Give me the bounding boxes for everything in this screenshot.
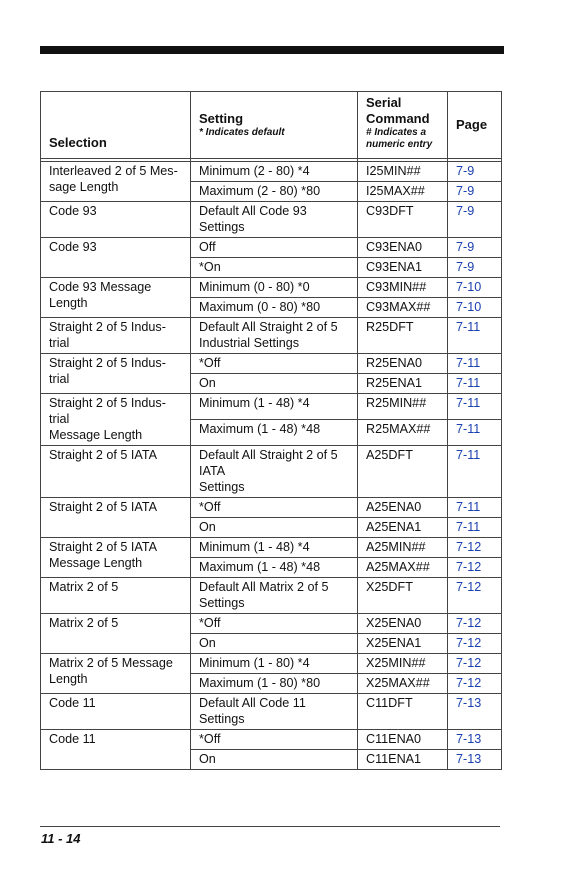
serial-command-cell: A25MIN## bbox=[358, 538, 448, 558]
cell-text-line: *Off bbox=[199, 616, 221, 630]
cell-text-line: Default All Code 11 bbox=[199, 696, 306, 710]
serial-command-cell: C11ENA1 bbox=[358, 750, 448, 770]
cell-text-line: Maximum (1 - 80) *80 bbox=[199, 676, 321, 690]
serial-command-cell: C11DFT bbox=[358, 694, 448, 730]
setting-cell bbox=[191, 694, 358, 730]
page-reference-link[interactable]: 7-12 bbox=[448, 578, 502, 614]
selection-cell bbox=[41, 614, 191, 654]
table-row bbox=[41, 614, 502, 634]
setting-cell bbox=[191, 182, 358, 202]
cell-text-line: trial bbox=[49, 336, 70, 350]
table-row bbox=[41, 694, 502, 730]
cell-text-line: Straight 2 of 5 Indus- bbox=[49, 356, 166, 370]
table-row bbox=[41, 318, 502, 354]
selection-cell bbox=[41, 578, 191, 614]
setting-cell bbox=[191, 278, 358, 298]
cell-text-line: Default All Straight 2 of 5 bbox=[199, 448, 338, 462]
selection-cell bbox=[41, 538, 191, 578]
page-reference-link[interactable]: 7-11 bbox=[448, 446, 502, 498]
table-row bbox=[41, 354, 502, 374]
header-selection: Selection bbox=[41, 92, 191, 159]
table-body bbox=[41, 159, 502, 770]
cell-text-line: *Off bbox=[199, 500, 221, 514]
cell-text-line: Straight 2 of 5 IATA bbox=[49, 448, 158, 462]
cell-text-line: Code 11 bbox=[49, 696, 96, 710]
selection-cell bbox=[41, 694, 191, 730]
cell-text-line: On bbox=[199, 376, 216, 390]
serial-command-table bbox=[40, 91, 502, 770]
selection-cell bbox=[41, 654, 191, 694]
serial-command-cell: R25ENA0 bbox=[358, 354, 448, 374]
setting-cell bbox=[191, 730, 358, 750]
cell-text-line: On bbox=[199, 636, 216, 650]
table-row bbox=[41, 578, 502, 614]
cell-text-line: Matrix 2 of 5 bbox=[49, 580, 119, 594]
serial-command-cell: C93DFT bbox=[358, 202, 448, 238]
page-reference-link[interactable]: 7-12 bbox=[448, 558, 502, 578]
page-reference-link[interactable]: 7-12 bbox=[448, 634, 502, 654]
serial-command-cell: C93ENA1 bbox=[358, 258, 448, 278]
cell-text-line: Matrix 2 of 5 bbox=[49, 616, 119, 630]
setting-cell bbox=[191, 162, 358, 182]
selection-cell bbox=[41, 162, 191, 202]
bottom-rule bbox=[40, 826, 500, 827]
serial-command-cell: R25DFT bbox=[358, 318, 448, 354]
page-reference-link[interactable]: 7-11 bbox=[448, 498, 502, 518]
setting-cell bbox=[191, 654, 358, 674]
serial-command-cell: X25DFT bbox=[358, 578, 448, 614]
serial-command-cell: C93MAX## bbox=[358, 298, 448, 318]
table-row bbox=[41, 538, 502, 558]
setting-cell bbox=[191, 202, 358, 238]
cell-text-line: On bbox=[199, 520, 216, 534]
page-reference-link[interactable]: 7-11 bbox=[448, 318, 502, 354]
selection-cell bbox=[41, 498, 191, 538]
selection-cell bbox=[41, 318, 191, 354]
setting-cell bbox=[191, 558, 358, 578]
cell-text-line: On bbox=[199, 752, 216, 766]
table-row bbox=[41, 238, 502, 258]
cell-text-line: trial bbox=[49, 372, 70, 386]
setting-cell bbox=[191, 258, 358, 278]
cell-text-line: Maximum (0 - 80) *80 bbox=[199, 300, 321, 314]
page-reference-link[interactable]: 7-9 bbox=[448, 202, 502, 238]
cell-text-line: Matrix 2 of 5 Message bbox=[49, 656, 173, 670]
setting-cell bbox=[191, 318, 358, 354]
serial-command-cell: X25ENA0 bbox=[358, 614, 448, 634]
serial-command-cell: R25MIN## bbox=[358, 394, 448, 420]
cell-text-line: Length bbox=[49, 296, 88, 310]
setting-cell bbox=[191, 578, 358, 614]
selection-cell bbox=[41, 278, 191, 318]
table-header-row bbox=[41, 92, 502, 159]
header-command-note: # Indicates a bbox=[366, 127, 427, 138]
page-reference-link[interactable]: 7-12 bbox=[448, 674, 502, 694]
table-row bbox=[41, 446, 502, 498]
serial-command-cell: X25ENA1 bbox=[358, 634, 448, 654]
cell-text-line: *Off bbox=[199, 732, 221, 746]
page-reference-link[interactable]: 7-9 bbox=[448, 162, 502, 182]
serial-command-cell: C11ENA0 bbox=[358, 730, 448, 750]
cell-text-line: Minimum (0 - 80) *0 bbox=[199, 280, 310, 294]
setting-cell bbox=[191, 674, 358, 694]
page-reference-link[interactable]: 7-11 bbox=[448, 394, 502, 420]
page-reference-link[interactable]: 7-11 bbox=[448, 354, 502, 374]
setting-cell bbox=[191, 374, 358, 394]
cell-text-line: Settings bbox=[199, 596, 245, 610]
table-row bbox=[41, 730, 502, 750]
table-row bbox=[41, 202, 502, 238]
cell-text-line: *Off bbox=[199, 356, 221, 370]
setting-cell bbox=[191, 634, 358, 654]
setting-cell bbox=[191, 298, 358, 318]
selection-cell bbox=[41, 446, 191, 498]
setting-cell bbox=[191, 614, 358, 634]
serial-command-cell: X25MIN## bbox=[358, 654, 448, 674]
cell-text-line: Message Length bbox=[49, 428, 143, 442]
cell-text-line: Settings bbox=[199, 712, 245, 726]
table-row bbox=[41, 278, 502, 298]
cell-text-line: Minimum (1 - 48) *4 bbox=[199, 540, 310, 554]
cell-text-line: trial bbox=[49, 412, 70, 426]
setting-cell bbox=[191, 498, 358, 518]
cell-text-line: Settings bbox=[199, 480, 245, 494]
page-reference-link[interactable]: 7-12 bbox=[448, 538, 502, 558]
page-reference-link[interactable]: 7-13 bbox=[448, 694, 502, 730]
serial-command-cell: C93ENA0 bbox=[358, 238, 448, 258]
setting-cell bbox=[191, 518, 358, 538]
cell-text-line: Straight 2 of 5 IATA bbox=[49, 500, 158, 514]
cell-text-line: sage Length bbox=[49, 180, 119, 194]
cell-text-line: Off bbox=[199, 240, 216, 254]
serial-command-cell: A25DFT bbox=[358, 446, 448, 498]
serial-command-cell: A25MAX## bbox=[358, 558, 448, 578]
table-row bbox=[41, 394, 502, 420]
cell-text-line: Length bbox=[49, 672, 88, 686]
cell-text-line: Maximum (1 - 48) *48 bbox=[199, 560, 321, 574]
cell-text-line: Minimum (1 - 80) *4 bbox=[199, 656, 310, 670]
serial-command-cell: I25MAX## bbox=[358, 182, 448, 202]
setting-cell bbox=[191, 446, 358, 498]
selection-cell bbox=[41, 354, 191, 394]
page-reference-link[interactable]: 7-11 bbox=[448, 374, 502, 394]
setting-cell bbox=[191, 354, 358, 374]
page-reference-link[interactable]: 7-11 bbox=[448, 420, 502, 446]
serial-command-cell: X25MAX## bbox=[358, 674, 448, 694]
setting-cell bbox=[191, 238, 358, 258]
page-reference-link[interactable]: 7-9 bbox=[448, 238, 502, 258]
page-reference-link[interactable]: 7-9 bbox=[448, 182, 502, 202]
cell-text-line: Code 93 bbox=[49, 204, 97, 218]
cell-text-line: Minimum (1 - 48) *4 bbox=[199, 396, 310, 410]
page-reference-link[interactable]: 7-10 bbox=[448, 298, 502, 318]
page-reference-link[interactable]: 7-13 bbox=[448, 750, 502, 770]
serial-command-cell: I25MIN## bbox=[358, 162, 448, 182]
header-serial-command: Serial Command # Indicates a numeric entry bbox=[358, 92, 448, 159]
setting-cell bbox=[191, 750, 358, 770]
cell-text-line: Code 11 bbox=[49, 732, 96, 746]
cell-text-line: Default All Straight 2 of 5 bbox=[199, 320, 338, 334]
header-page: Page bbox=[448, 92, 502, 159]
cell-text-line: Code 93 Message bbox=[49, 280, 152, 294]
header-setting-note: * Indicates default bbox=[199, 127, 285, 138]
cell-text-line: Default All Code 93 bbox=[199, 204, 307, 218]
page-reference-link[interactable]: 7-10 bbox=[448, 278, 502, 298]
cell-text-line: Maximum (1 - 48) *48 bbox=[199, 422, 321, 436]
page-reference-link[interactable]: 7-12 bbox=[448, 654, 502, 674]
page-reference-link[interactable]: 7-12 bbox=[448, 614, 502, 634]
selection-cell bbox=[41, 202, 191, 238]
page-number: 11 - 14 bbox=[41, 831, 81, 846]
top-rule-bar bbox=[40, 46, 504, 54]
selection-cell bbox=[41, 730, 191, 770]
header-setting: Setting * Indicates default bbox=[191, 92, 358, 159]
cell-text-line: Straight 2 of 5 Indus- bbox=[49, 320, 166, 334]
serial-command-cell: R25MAX## bbox=[358, 420, 448, 446]
setting-cell bbox=[191, 538, 358, 558]
cell-text-line: Maximum (2 - 80) *80 bbox=[199, 184, 321, 198]
table-row bbox=[41, 498, 502, 518]
setting-cell bbox=[191, 420, 358, 446]
cell-text-line: IATA bbox=[199, 464, 226, 478]
serial-command-cell: R25ENA1 bbox=[358, 374, 448, 394]
setting-cell bbox=[191, 394, 358, 420]
cell-text-line: Interleaved 2 of 5 Mes- bbox=[49, 164, 178, 178]
selection-cell bbox=[41, 394, 191, 446]
page-reference-link[interactable]: 7-13 bbox=[448, 730, 502, 750]
cell-text-line: Minimum (2 - 80) *4 bbox=[199, 164, 310, 178]
cell-text-line: Code 93 bbox=[49, 240, 97, 254]
cell-text-line: Straight 2 of 5 IATA bbox=[49, 540, 158, 554]
page-reference-link[interactable]: 7-11 bbox=[448, 518, 502, 538]
serial-command-cell: A25ENA0 bbox=[358, 498, 448, 518]
cell-text-line: Settings bbox=[199, 220, 245, 234]
selection-cell bbox=[41, 238, 191, 278]
cell-text-line: Straight 2 of 5 Indus- bbox=[49, 396, 166, 410]
table-row bbox=[41, 654, 502, 674]
table-row bbox=[41, 162, 502, 182]
page-reference-link[interactable]: 7-9 bbox=[448, 258, 502, 278]
serial-command-cell: C93MIN## bbox=[358, 278, 448, 298]
cell-text-line: Industrial Settings bbox=[199, 336, 300, 350]
cell-text-line: Message Length bbox=[49, 556, 143, 570]
serial-command-cell: A25ENA1 bbox=[358, 518, 448, 538]
cell-text-line: Default All Matrix 2 of 5 bbox=[199, 580, 329, 594]
cell-text-line: *On bbox=[199, 260, 221, 274]
